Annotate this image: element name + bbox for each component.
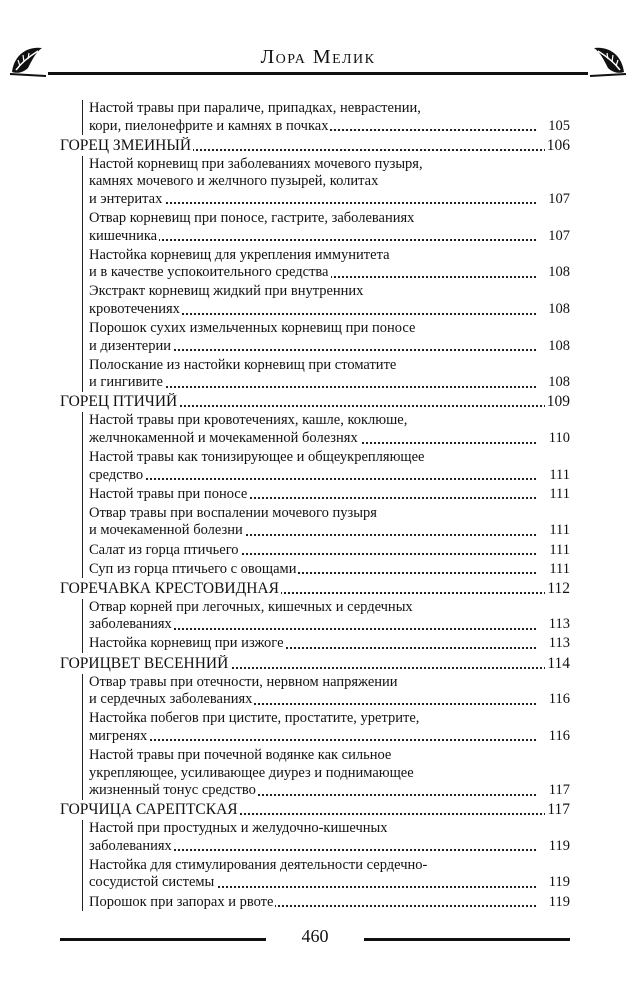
section-page-number: 114 — [547, 654, 570, 672]
entry-line: Настой при простудных и желудочно-кишечных — [89, 820, 388, 837]
entry-text: Порошок при запорах и рвоте — [89, 893, 274, 910]
section-page-number: 109 — [546, 393, 570, 411]
toc-entry[interactable] — [89, 820, 570, 855]
entry-line — [89, 467, 536, 485]
entry-line: Настой травы при параличе, припадках, неврастении, — [89, 100, 421, 116]
entry-text: заболеваниях — [89, 616, 172, 633]
entry-line: Настойка для стимулирования деятельности сердечно- — [89, 856, 428, 873]
entry-list — [82, 100, 570, 135]
entry-list — [82, 156, 570, 392]
dot-leader — [89, 739, 536, 741]
toc-entry[interactable] — [89, 505, 570, 540]
section-page-number: 106 — [546, 136, 570, 154]
entry-line — [89, 228, 536, 246]
toc-entry[interactable] — [89, 283, 570, 318]
entry-page-number: 117 — [548, 782, 570, 799]
page-footer — [60, 924, 570, 954]
toc-entry[interactable] — [89, 320, 570, 355]
entry-text: мигренях — [89, 727, 148, 744]
entry-page-number: 108 — [548, 374, 570, 391]
section-heading[interactable] — [60, 655, 570, 672]
toc-entry[interactable] — [89, 486, 570, 504]
entry-text: Суп из горца птичьего с овощами — [89, 560, 297, 577]
header-rule — [48, 72, 588, 75]
toc-entry[interactable] — [89, 894, 570, 912]
table-of-contents — [60, 100, 570, 913]
section-page-number: 112 — [547, 579, 570, 597]
entry-text: и гингивите — [89, 374, 163, 391]
entry-page-number: 108 — [548, 337, 570, 354]
entry-line — [89, 191, 536, 209]
entry-text: и в качестве успокоительного средства — [89, 264, 329, 281]
entry-line — [89, 635, 536, 653]
entry-line: укрепляющее, усиливающее диурез и поднимающее — [89, 764, 414, 781]
entry-page-number: 105 — [548, 117, 570, 134]
entry-line — [89, 838, 536, 856]
entry-line: камнях мочевого и желчного пузырей, колитах — [89, 173, 379, 190]
toc-entry[interactable] — [89, 710, 570, 745]
entry-line: Настой корневищ при заболеваниях мочевого пузыря, — [89, 155, 423, 172]
entry-line — [89, 486, 536, 504]
section-heading[interactable] — [60, 580, 570, 597]
section-title: ГОРЧИЦА САРЕПТСКАЯ — [60, 801, 238, 819]
entry-text: жизненный тонус средство — [89, 782, 256, 799]
entry-page-number: 119 — [548, 893, 570, 910]
entry-text: средство — [89, 466, 144, 483]
toc-entry[interactable] — [89, 674, 570, 709]
entry-text: желчнокаменной и мочекаменной болезнях — [89, 430, 358, 446]
entry-page-number: 111 — [549, 522, 570, 539]
entry-text: кори, пиелонефрите и камнях в почках — [89, 117, 329, 134]
entry-line: Отвар травы при воспалении мочевого пузыря — [89, 504, 377, 521]
toc-entry[interactable] — [89, 357, 570, 392]
entry-page-number: 113 — [548, 635, 570, 652]
toc-entry[interactable] — [89, 542, 570, 560]
entry-text: Настой травы при поносе — [89, 485, 248, 502]
entry-line — [89, 894, 536, 912]
toc-entry[interactable] — [89, 449, 570, 484]
entry-page-number: 116 — [548, 691, 570, 708]
toc-entry[interactable] — [89, 156, 570, 209]
entry-line — [89, 118, 536, 136]
entry-line — [89, 616, 536, 634]
entry-line — [89, 874, 536, 892]
toc-entry[interactable] — [89, 561, 570, 579]
toc-section — [60, 137, 570, 392]
entry-page-number: 107 — [548, 190, 570, 207]
entry-page-number: 107 — [548, 227, 570, 244]
entry-page-number: 119 — [548, 874, 570, 891]
entry-text: и сердечных заболеваниях — [89, 691, 253, 708]
toc-entry[interactable] — [89, 599, 570, 634]
section-heading[interactable] — [60, 801, 570, 818]
entry-line — [89, 374, 536, 392]
entry-page-number: 119 — [548, 837, 570, 854]
toc-entry[interactable] — [89, 210, 570, 245]
entry-line — [89, 782, 536, 800]
toc-section — [60, 655, 570, 800]
entry-text: Настойка корневищ при изжоге — [89, 635, 284, 652]
entry-line — [89, 522, 536, 540]
author-name: Лора Мелик — [260, 46, 376, 68]
toc-section — [60, 801, 570, 911]
section-title: ГОРЕЧАВКА КРЕСТОВИДНАЯ — [60, 579, 279, 597]
entry-line: Настойка корневищ для укрепления иммунитета — [89, 246, 390, 263]
entry-text: заболеваниях — [89, 837, 172, 854]
entry-text: Салат из горца птичьего — [89, 541, 239, 558]
entry-line — [89, 301, 536, 319]
entry-line — [89, 264, 536, 282]
toc-section — [60, 580, 570, 653]
toc-entry[interactable] — [89, 635, 570, 653]
entry-page-number: 111 — [549, 485, 570, 502]
entry-text: кровотечениях — [89, 300, 180, 317]
entry-text: и мочекаменной болезни — [89, 522, 243, 539]
section-title: ГОРЕЦ ПТИЧИЙ — [60, 393, 178, 411]
toc-section — [60, 393, 570, 578]
entry-line — [89, 561, 536, 579]
footer-rule-right — [364, 938, 570, 941]
section-title: ГОРИЦВЕТ ВЕСЕННИЙ — [60, 654, 229, 672]
dot-leader — [89, 478, 536, 480]
entry-line: Полоскание из настойки корневищ при стоматите — [89, 356, 397, 373]
toc-section — [60, 100, 570, 135]
entry-line — [89, 691, 536, 709]
toc-entry[interactable] — [89, 100, 570, 135]
toc-entry[interactable] — [89, 747, 570, 800]
entry-page-number: 111 — [549, 541, 570, 558]
entry-line: Настой травы как тонизирующее и общеукрепляющее — [89, 449, 425, 466]
entry-line: Отвар корневищ при поносе, гастрите, заболеваниях — [89, 209, 415, 226]
entry-line — [89, 728, 536, 746]
section-page-number: 117 — [547, 801, 570, 819]
entry-text: кишечника — [89, 227, 158, 244]
entry-page-number: 116 — [548, 727, 570, 744]
section-heading[interactable] — [60, 137, 570, 154]
entry-page-number: 110 — [548, 430, 570, 446]
toc-entry[interactable] — [89, 857, 570, 892]
toc-entry[interactable] — [89, 247, 570, 282]
entry-list — [82, 674, 570, 800]
entry-line: Настой травы при почечной водянке как сильное — [89, 746, 392, 763]
section-heading[interactable] — [60, 393, 570, 410]
entry-list — [82, 820, 570, 911]
toc-entry[interactable] — [89, 412, 570, 447]
entry-text: и энтеритах — [89, 190, 163, 207]
entry-line — [89, 338, 536, 356]
entry-line: Порошок сухих измельченных корневищ при поносе — [89, 320, 416, 337]
entry-line: Отвар травы при отечности, нервном напряжении — [89, 673, 398, 690]
section-title: ГОРЕЦ ЗМЕИНЫЙ — [60, 136, 192, 154]
entry-page-number: 108 — [548, 300, 570, 317]
entry-line: Отвар корней при легочных, кишечных и сердечных — [89, 598, 413, 615]
leaf-ornament-icon — [588, 42, 628, 78]
entry-list — [82, 412, 570, 578]
entry-text: и дизентерии — [89, 337, 171, 354]
entry-text: сосудистой системы — [89, 874, 215, 891]
entry-line: Экстракт корневищ жидкий при внутренних — [89, 283, 364, 300]
entry-line — [89, 430, 536, 448]
running-header — [8, 38, 628, 82]
entry-page-number: 111 — [549, 466, 570, 483]
entry-page-number: 108 — [548, 264, 570, 281]
entry-page-number: 111 — [549, 560, 570, 577]
entry-page-number: 113 — [548, 616, 570, 633]
entry-line: Настой травы при кровотечениях, кашле, коклюше, — [89, 412, 408, 429]
entry-line: Настойка побегов при цистите, простатите, уретрите, — [89, 710, 420, 727]
entry-line — [89, 542, 536, 560]
page-number: 460 — [301, 926, 329, 946]
entry-list — [82, 599, 570, 653]
